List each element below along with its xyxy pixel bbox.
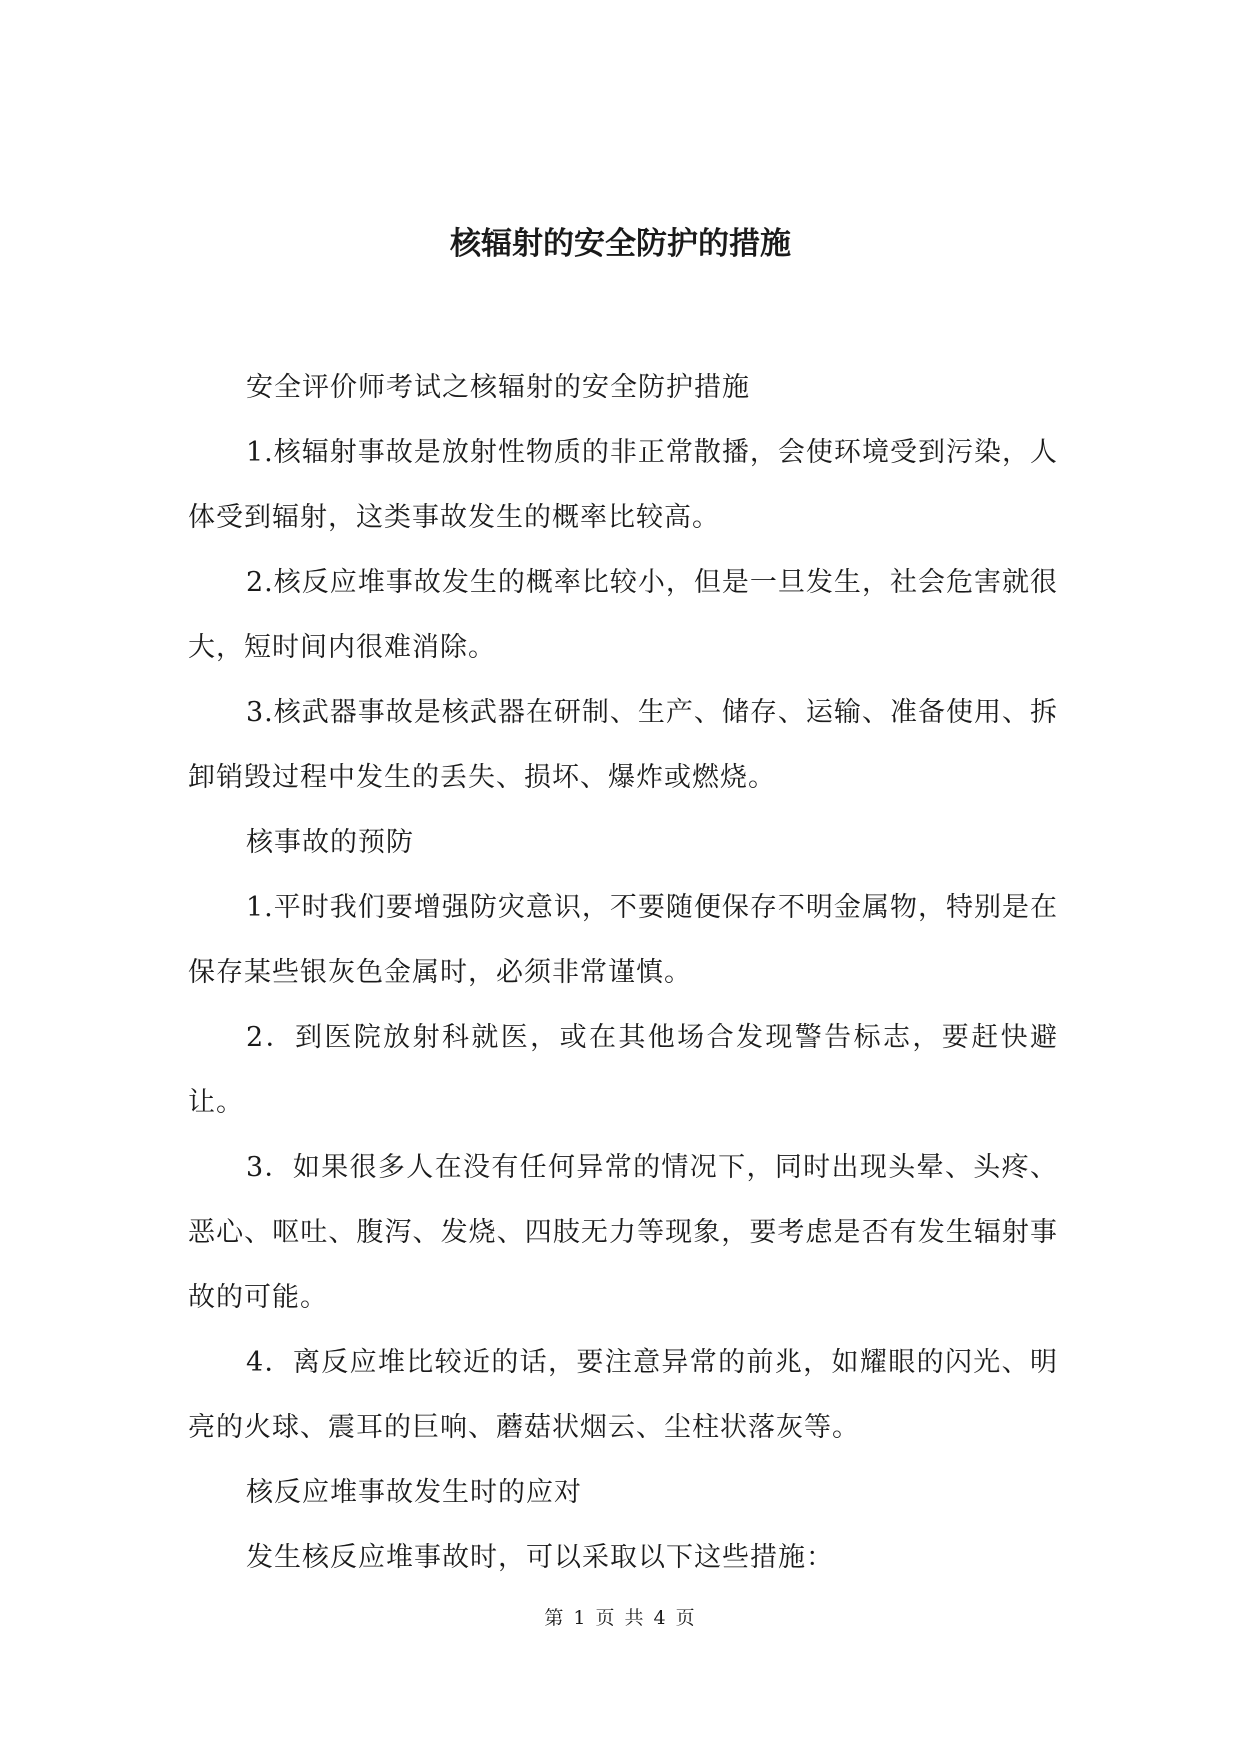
paragraph-intro: 安全评价师考试之核辐射的安全防护措施 — [246, 372, 750, 403]
document-body — [188, 355, 1058, 1590]
section-heading-prevention: 核事故的预防 — [246, 827, 414, 858]
document-title: 核辐射的安全防护的措施 — [450, 226, 791, 262]
page-number-footer: 第 1 页 共 4 页 — [544, 1607, 697, 1629]
paragraph-response-intro: 发生核反应堆事故时，可以采取以下这些措施： — [246, 1542, 834, 1573]
paragraph-accident-type-3: 3.核武器事故是核武器在研制、生产、储存、运输、准备使用、拆卸销毁过程中发生的丢失、损坏、爆炸或燃烧。 — [188, 697, 1058, 793]
paragraph-prevention-3: 3．如果很多人在没有任何异常的情况下，同时出现头晕、头疼、恶心、呕吐、腹泻、发烧、四肢无力等现象，要考虑是否有发生辐射事故的可能。 — [188, 1152, 1058, 1313]
section-heading-response: 核反应堆事故发生时的应对 — [246, 1477, 582, 1508]
paragraph-prevention-1: 1.平时我们要增强防灾意识，不要随便保存不明金属物，特别是在保存某些银灰色金属时，必须非常谨慎。 — [188, 892, 1058, 988]
paragraph-accident-type-2: 2.核反应堆事故发生的概率比较小，但是一旦发生，社会危害就很大，短时间内很难消除。 — [188, 567, 1058, 663]
paragraph-prevention-2: 2．到医院放射科就医，或在其他场合发现警告标志，要赶快避让。 — [188, 1022, 1058, 1118]
paragraph-accident-type-1: 1.核辐射事故是放射性物质的非正常散播，会使环境受到污染，人体受到辐射，这类事故发生的概率比较高。 — [188, 437, 1058, 533]
paragraph-prevention-4: 4．离反应堆比较近的话，要注意异常的前兆，如耀眼的闪光、明亮的火球、震耳的巨响、蘑菇状烟云、尘柱状落灰等。 — [188, 1347, 1058, 1443]
